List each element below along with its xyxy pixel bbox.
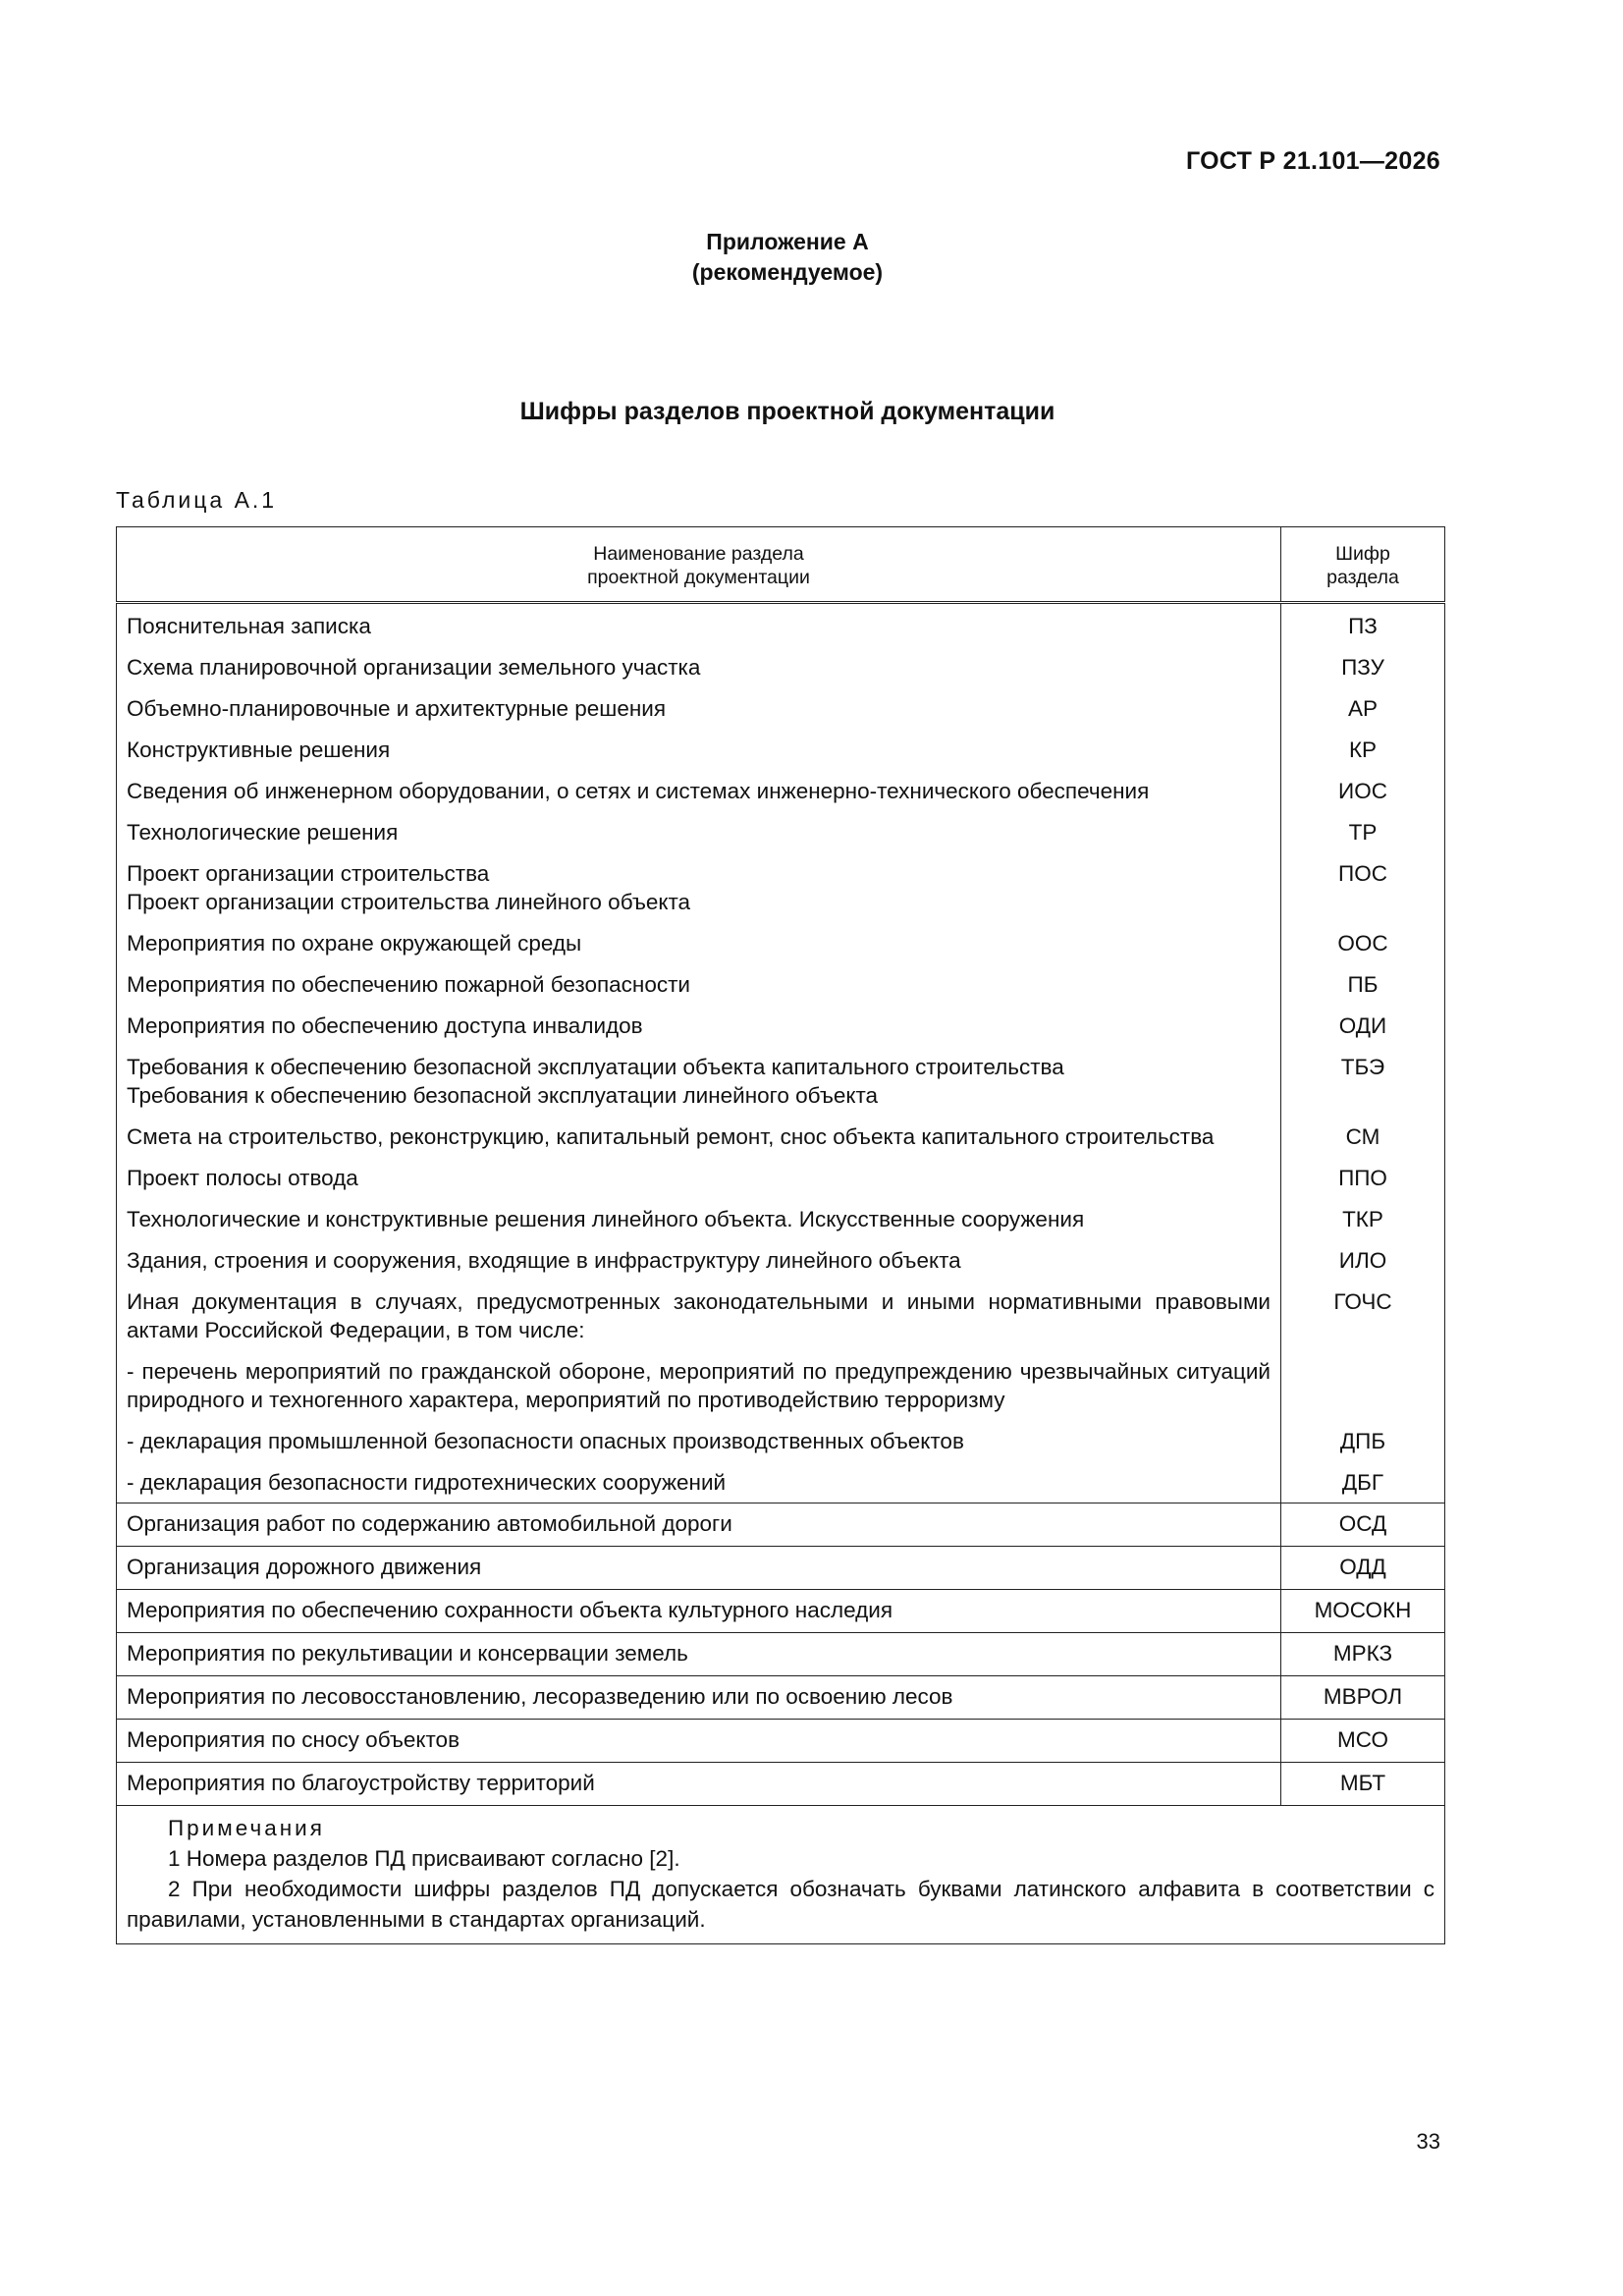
table-row [117, 646, 1445, 687]
table-row [117, 1116, 1445, 1157]
section-code-cell: АР [1281, 687, 1445, 729]
section-name-cell: Организация работ по содержанию автомобильной дороги [117, 1503, 1281, 1547]
section-code-cell: ОДД [1281, 1547, 1445, 1590]
section-name-cell: Здания, строения и сооружения, входящие в инфраструктуру линейного объекта [117, 1239, 1281, 1281]
table-row [117, 1046, 1445, 1116]
section-name-line: Требования к обеспечению безопасной эксплуатации объекта капитального строительства [127, 1055, 1064, 1079]
document-code: ГОСТ Р 21.101—2026 [1185, 147, 1440, 175]
table-body [117, 603, 1445, 1944]
section-code-cell: ИОС [1281, 770, 1445, 811]
section-name-line: Требования к обеспечению безопасной эксплуатации линейного объекта [127, 1083, 879, 1108]
table-row [117, 963, 1445, 1005]
note-item: 2 При необходимости шифры разделов ПД допускается обозначать буквами латинского алфавита в соответствии с правилами, установленными в стандартах организаций. [127, 1877, 1434, 1932]
section-name-line: Проект организации строительства линейного объекта [127, 890, 691, 914]
section-name-cell: Схема планировочной организации земельного участка [117, 646, 1281, 687]
table-row [117, 603, 1445, 647]
header-line: Наименование раздела [593, 543, 804, 565]
section-code-cell: ДБГ [1281, 1461, 1445, 1503]
section-code-cell: ПОС [1281, 852, 1445, 922]
header-line: Шифр [1335, 543, 1390, 565]
page-title: Шифры разделов проектной документации [519, 398, 1055, 425]
section-name-cell: Объемно-планировочные и архитектурные решения [117, 687, 1281, 729]
section-name-cell: Мероприятия по обеспечению доступа инвалидов [117, 1005, 1281, 1046]
header-line: проектной документации [587, 567, 810, 588]
section-code-cell: ППО [1281, 1157, 1445, 1198]
section-name-cell: Сведения об инженерном оборудовании, о сетях и системах инженерно-технического обеспечения [117, 770, 1281, 811]
appendix-heading [0, 227, 1575, 288]
section-code-cell: МБТ [1281, 1763, 1445, 1806]
section-name-cell: Конструктивные решения [117, 729, 1281, 770]
header-section-code [1281, 527, 1445, 603]
section-code-cell: СМ [1281, 1116, 1445, 1157]
notes-heading: Примечания [168, 1816, 325, 1840]
table-row [117, 1763, 1445, 1806]
section-code-cell: ИЛО [1281, 1239, 1445, 1281]
section-name-cell: Мероприятия по благоустройству территорий [117, 1763, 1281, 1806]
section-code-cell: ТКР [1281, 1198, 1445, 1239]
section-code-cell: ТБЭ [1281, 1046, 1445, 1116]
table-row [117, 1281, 1445, 1350]
page-number: 33 [1416, 2129, 1440, 2154]
notes-row [117, 1806, 1445, 1944]
section-name-cell: Технологические решения [117, 811, 1281, 852]
section-name-cell [117, 852, 1281, 922]
section-name-cell: Мероприятия по лесовосстановлению, лесоразведению или по освоению лесов [117, 1676, 1281, 1720]
notes-cell [117, 1806, 1445, 1944]
section-code-cell: МРКЗ [1281, 1633, 1445, 1676]
table-row [117, 1590, 1445, 1633]
section-name-cell: Смета на строительство, реконструкцию, капитальный ремонт, снос объекта капитального строительства [117, 1116, 1281, 1157]
table-row [117, 1633, 1445, 1676]
table-row [117, 1720, 1445, 1763]
section-code-cell: КР [1281, 729, 1445, 770]
table-row [117, 1239, 1445, 1281]
table-row [117, 1461, 1445, 1503]
table-row [117, 852, 1445, 922]
section-code-cell: ООС [1281, 922, 1445, 963]
section-name-cell: Мероприятия по охране окружающей среды [117, 922, 1281, 963]
section-code-cell: ПБ [1281, 963, 1445, 1005]
section-code-cell: ПЗУ [1281, 646, 1445, 687]
table-row [117, 770, 1445, 811]
table-row [117, 1198, 1445, 1239]
section-name-cell: - декларация безопасности гидротехнических сооружений [117, 1461, 1281, 1503]
section-code-cell: ОДИ [1281, 1005, 1445, 1046]
table-caption: Таблица А.1 [116, 487, 278, 513]
table-row [117, 1350, 1445, 1420]
section-name-cell: Мероприятия по обеспечению сохранности объекта культурного наследия [117, 1590, 1281, 1633]
note-item: 1 Номера разделов ПД присваивают согласно [2]. [168, 1846, 680, 1871]
table-row [117, 1547, 1445, 1590]
table-row [117, 729, 1445, 770]
section-code-cell: ДПБ [1281, 1420, 1445, 1461]
section-name-cell: - перечень мероприятий по гражданской обороне, мероприятий по предупреждению чрезвычайных ситуаций природного и техногенного характера, мероприятий по противодействию терроризму [117, 1350, 1281, 1420]
section-code-cell: ОСД [1281, 1503, 1445, 1547]
table-row [117, 1503, 1445, 1547]
section-code-cell: ТР [1281, 811, 1445, 852]
header-section-name [117, 527, 1281, 603]
appendix-note: (рекомендуемое) [691, 259, 884, 285]
section-code-cell: ПЗ [1281, 603, 1445, 647]
section-code-cell [1281, 1350, 1445, 1420]
table-header-row [117, 527, 1445, 603]
appendix-title: Приложение А [706, 229, 869, 254]
section-name-cell: Технологические и конструктивные решения линейного объекта. Искусственные сооружения [117, 1198, 1281, 1239]
section-name-cell: Проект полосы отвода [117, 1157, 1281, 1198]
table-row [117, 1676, 1445, 1720]
section-name-cell: Мероприятия по рекультивации и консервации земель [117, 1633, 1281, 1676]
table-row [117, 1420, 1445, 1461]
section-name-cell: Иная документация в случаях, предусмотренных законодательными и иными нормативными правовыми актами Российской Федерации, в том числе: [117, 1281, 1281, 1350]
table-row [117, 1157, 1445, 1198]
header-line: раздела [1326, 567, 1399, 588]
section-name-line: Проект организации строительства [127, 861, 490, 886]
section-code-cell: МВРОЛ [1281, 1676, 1445, 1720]
section-name-cell [117, 1046, 1281, 1116]
section-code-cell: МОСОКН [1281, 1590, 1445, 1633]
section-code-cell: МСО [1281, 1720, 1445, 1763]
table-row [117, 1005, 1445, 1046]
table-row [117, 922, 1445, 963]
sections-table [116, 526, 1445, 1944]
table-row [117, 811, 1445, 852]
section-name-cell: Мероприятия по обеспечению пожарной безопасности [117, 963, 1281, 1005]
section-name-cell: Мероприятия по сносу объектов [117, 1720, 1281, 1763]
section-code-cell: ГОЧС [1281, 1281, 1445, 1350]
section-name-cell: Организация дорожного движения [117, 1547, 1281, 1590]
section-name-cell: - декларация промышленной безопасности опасных производственных объектов [117, 1420, 1281, 1461]
section-name-cell: Пояснительная записка [117, 603, 1281, 647]
table-row [117, 687, 1445, 729]
